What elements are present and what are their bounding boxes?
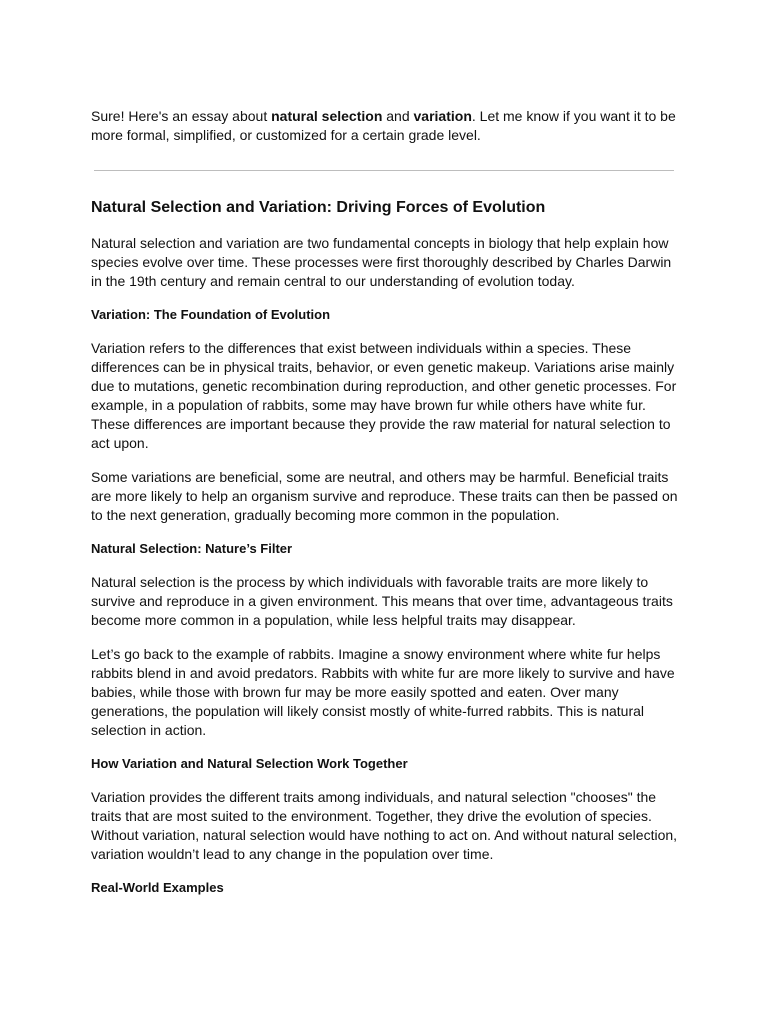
section-heading-variation: Variation: The Foundation of Evolution	[91, 307, 331, 322]
paragraph: Let’s go back to the example of rabbits. Imagine a snowy environment where white fur helps rabbits blend in and avoid predators. Rabbits with white fur are more likely to survive and have babies, while those with brown fur may be more easily spotted and eaten. Over many generations, the population will likely consist mostly of white-furred rabbits. This is natural selection in action.	[91, 646, 675, 738]
intro-suffix: . Let me know if you want it to be more formal, simplified, or customized for a certain grade level.	[91, 108, 676, 143]
paragraph: Some variations are beneficial, some are neutral, and others may be harmful. Beneficial traits are more likely to help an organism survive and reproduce. These traits can then be passed on to the next generation, gradually becoming more common in the population.	[91, 469, 678, 523]
section-heading-work-together: How Variation and Natural Selection Work Together	[91, 756, 408, 771]
divider	[94, 170, 674, 171]
essay-intro-paragraph: Natural selection and variation are two fundamental concepts in biology that help explain how species evolve over time. These processes were first thoroughly described by Charles Darwin in the 19th century and remain central to our understanding of evolution today.	[91, 235, 672, 289]
paragraph: Variation refers to the differences that exist between individuals within a species. These differences can be in physical traits, behavior, or even genetic makeup. Variations arise mainly due to mutations, genetic recombination during reproduction, and other genetic processes. For example, in a population of rabbits, some may have brown fur while others have white fur. These differences are important because they provide the raw material for natural selection to act upon.	[91, 340, 677, 451]
section-heading-natural-selection: Natural Selection: Nature’s Filter	[91, 541, 293, 556]
document-page	[91, 107, 681, 912]
intro-text	[91, 107, 681, 145]
intro-mid: and	[382, 108, 414, 124]
paragraph: Variation provides the different traits among individuals, and natural selection "chooses" the traits that are most suited to the environment. Together, they drive the evolution of species. Without variation, natural selection would have nothing to act on. And without natural selection, variation wouldn’t lead to any change in the population over time.	[91, 789, 678, 862]
intro-bold-variation: variation	[413, 108, 472, 124]
intro-prefix: Sure! Here's an essay about	[91, 108, 272, 124]
paragraph: Natural selection is the process by which individuals with favorable traits are more likely to survive and reproduce in a given environment. This means that over time, advantageous traits become more common in a population, while less helpful traits may disappear.	[91, 574, 673, 628]
essay-title: Natural Selection and Variation: Driving Forces of Evolution	[91, 199, 546, 216]
intro-bold-natural-selection: natural selection	[271, 108, 383, 124]
section-heading-real-world-examples: Real-World Examples	[91, 880, 224, 895]
